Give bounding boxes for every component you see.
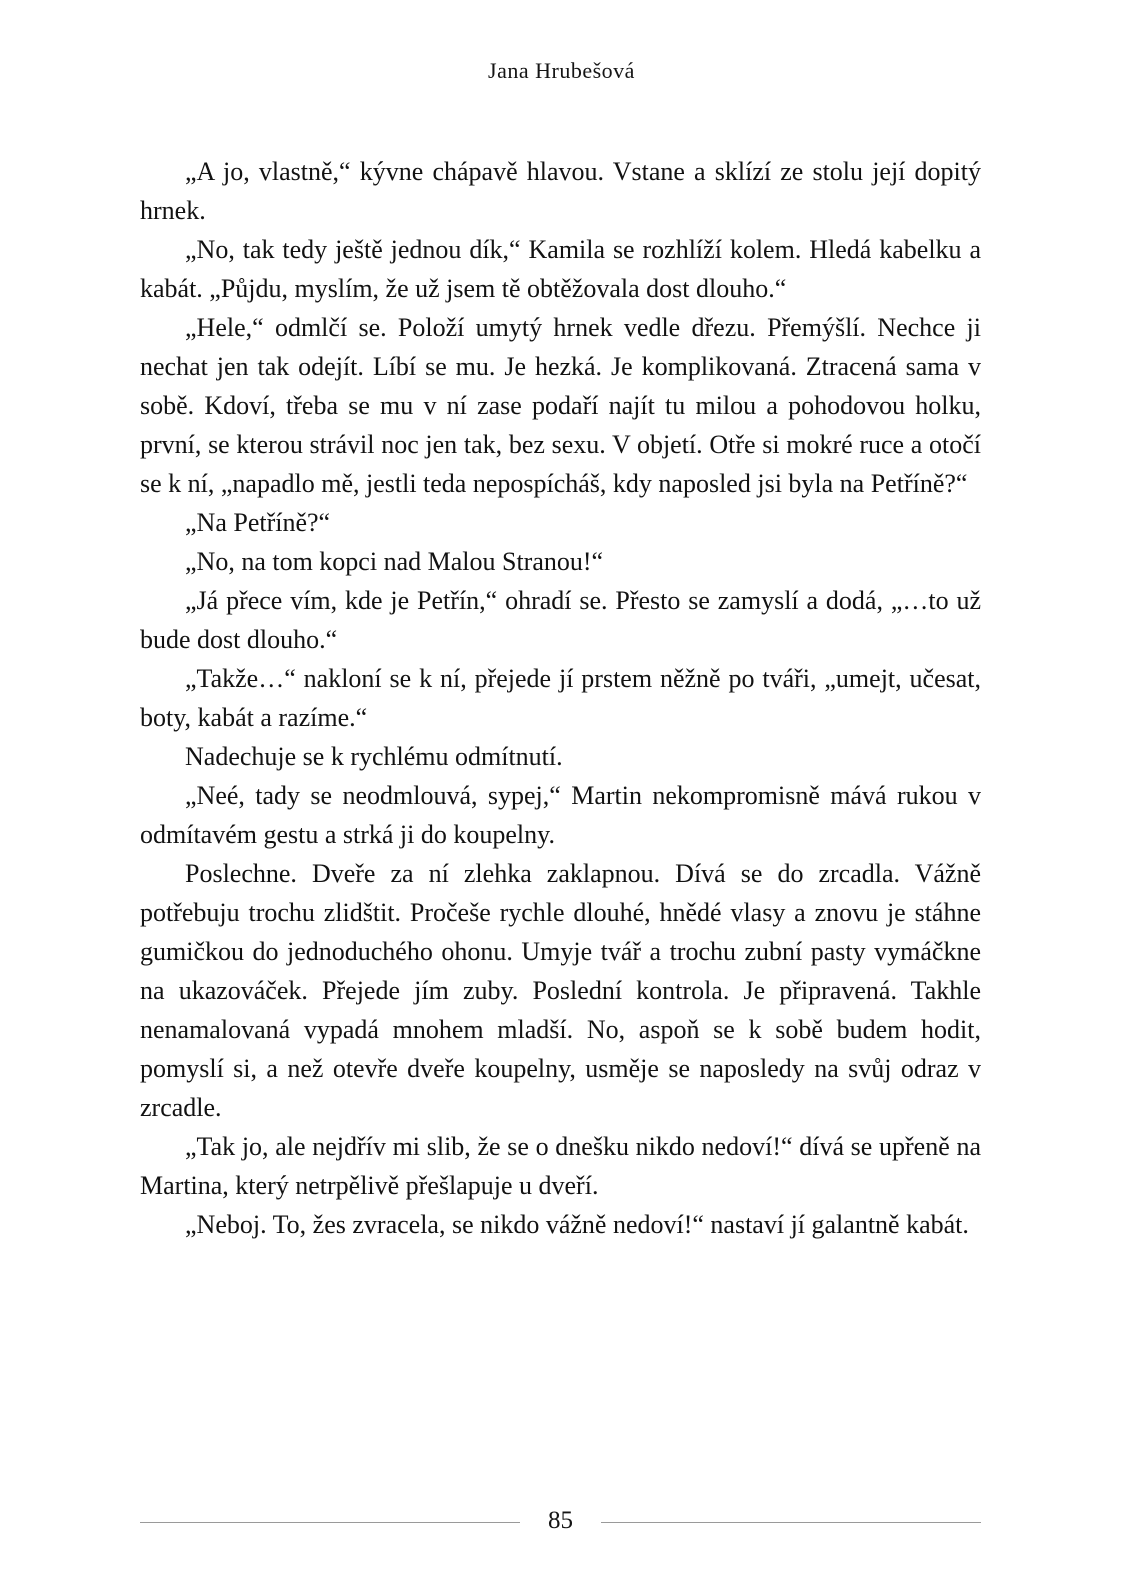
paragraph: „A jo, vlastně,“ kývne chápavě hlavou. Vstane a sklízí ze stolu její dopitý hrnek. (140, 157, 981, 225)
footer-rule-left (140, 1522, 520, 1523)
paragraph: „Hele,“ odmlčí se. Položí umytý hrnek vedle dřezu. Přemýšlí. Nechce ji nechat jen tak odejít. Líbí se mu. Je hezká. Je komplikovaná. Ztracená sama v sobě. Kdoví, třeba se mu v ní zase podaří najít tu milou a pohodovou holku, první, se kterou strávil noc jen tak, bez sexu. V objetí. Otře si mokré ruce a otočí se k ní, „napadlo mě, jestli teda nepospícháš, kdy naposled jsi byla na Petříně?“ (140, 313, 981, 498)
page-number: 85 (548, 1507, 573, 1534)
page-footer (140, 1508, 981, 1537)
paragraph: „Neé, tady se neodmlouvá, sypej,“ Martin nekompromisně mává rukou v odmítavém gestu a strká ji do koupelny. (140, 781, 981, 849)
paragraph: „Na Petříně?“ (185, 508, 331, 537)
paragraph: „Takže…“ nakloní se k ní, přejede jí prstem něžně po tváři, „umejt, učesat, boty, kabát a razíme.“ (140, 664, 981, 732)
paragraph: „Tak jo, ale nejdřív mi slib, že se o dnešku nikdo nedoví!“ dívá se upřeně na Martina, který netrpělivě přešlapuje u dveří. (140, 1132, 981, 1200)
footer-rule-right (601, 1522, 981, 1523)
running-header-author: Jana Hrubešová (488, 58, 635, 83)
paragraph: „Já přece vím, kde je Petřín,“ ohradí se. Přesto se zamyslí a dodá, „…to už bude dost dlouho.“ (140, 586, 981, 654)
paragraph: Poslechne. Dveře za ní zlehka zaklapnou. Dívá se do zrcadla. Vážně potřebuju trochu zlidštit. Pročeše rychle dlouhé, hnědé vlasy a znovu je stáhne gumičkou do jednoduchého ohonu. Umyje tvář a trochu zubní pasty vymáčkne na ukazováček. Přejede jím zuby. Poslední kontrola. Je připravená. Takhle nenamalovaná vypadá mnohem mladší. No, aspoň se k sobě budem hodit, pomyslí si, a než otevře dveře koupelny, usměje se naposledy na svůj odraz v zrcadle. (140, 859, 981, 1122)
paragraph: „No, na tom kopci nad Malou Stranou!“ (185, 547, 604, 576)
paragraph: „No, tak tedy ještě jednou dík,“ Kamila se rozhlíží kolem. Hledá kabelku a kabát. „Půjdu, myslím, že už jsem tě obtěžovala dost dlouho.“ (140, 235, 981, 303)
paragraph: Nadechuje se k rychlému odmítnutí. (185, 742, 563, 771)
body-text (140, 152, 981, 1244)
paragraph: „Neboj. To, žes zvracela, se nikdo vážně nedoví!“ nastaví jí galantně kabát. (185, 1210, 969, 1239)
